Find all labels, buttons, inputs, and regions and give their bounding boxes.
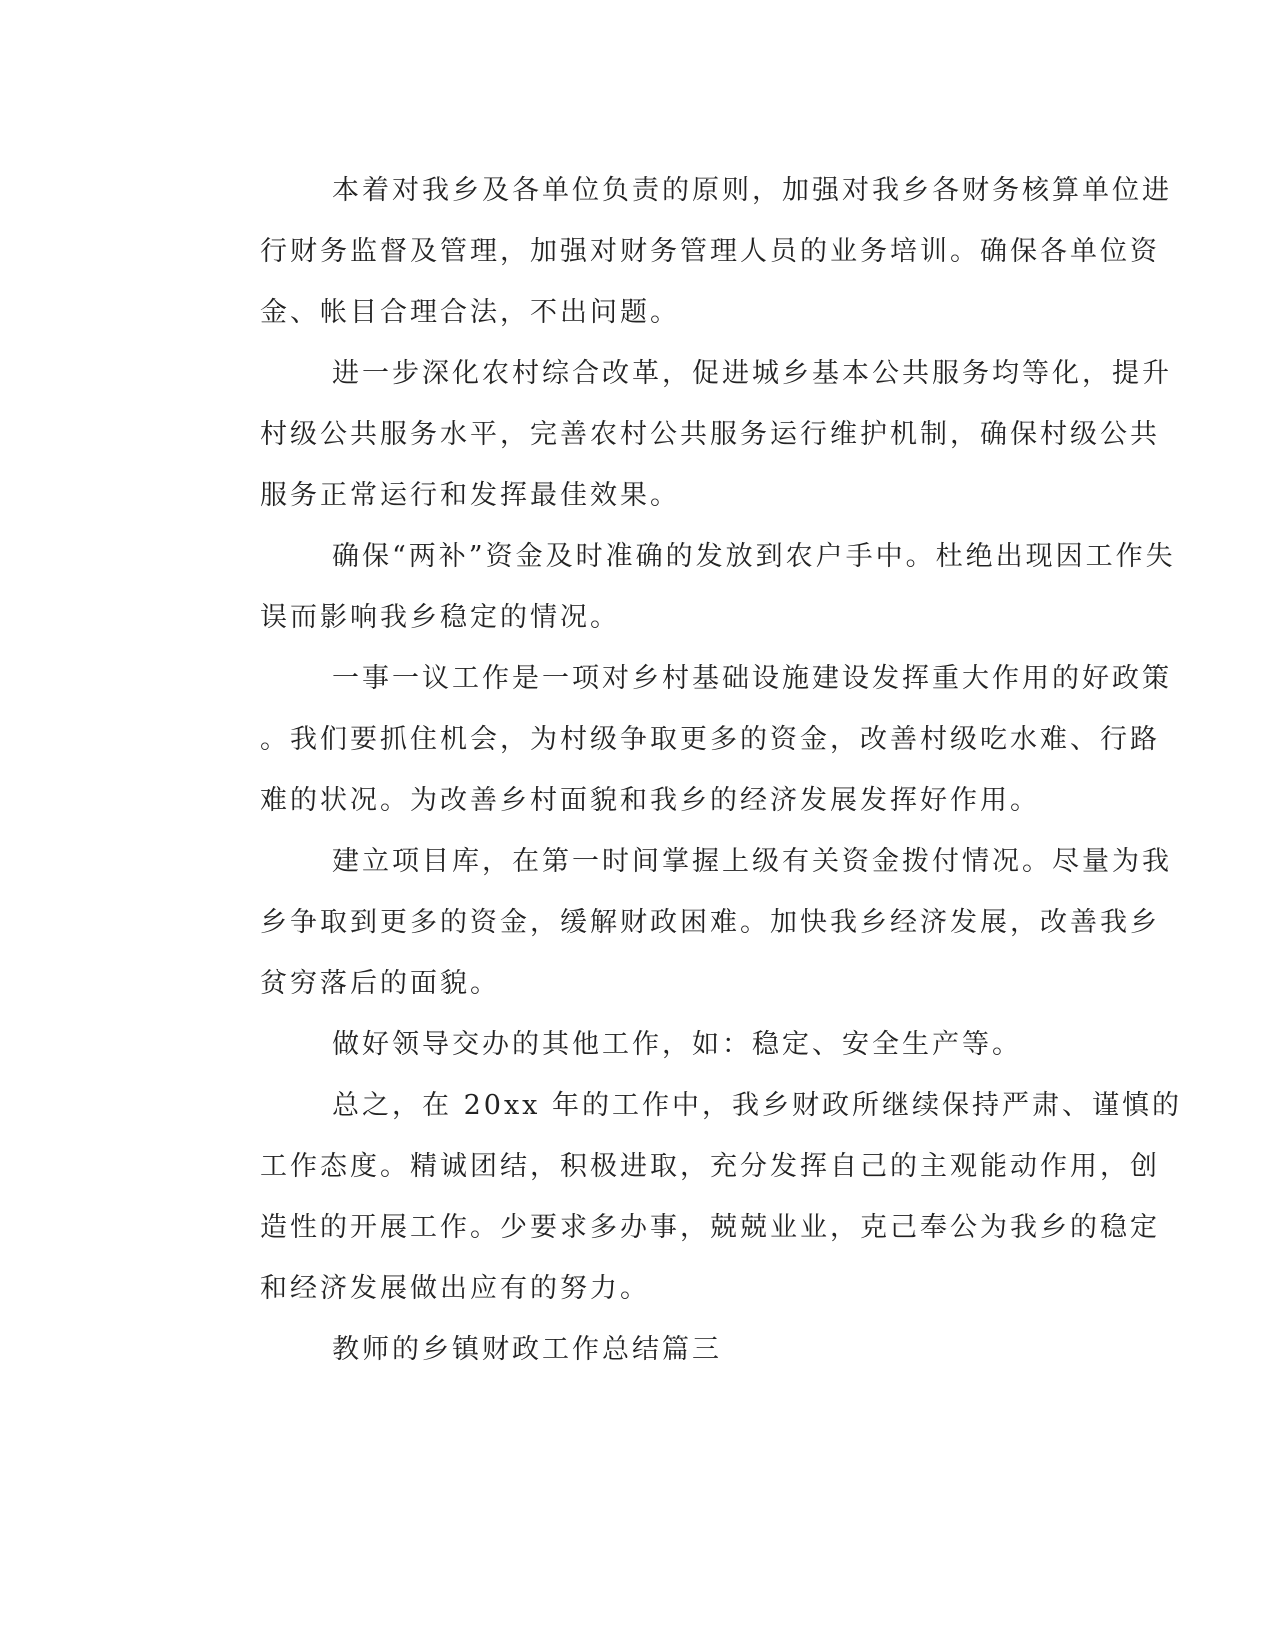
- paragraph-line: 总之，在 20xx 年的工作中，我乡财政所继续保持严肃、谨慎的: [332, 1090, 1182, 1121]
- paragraph-line: 。我们要抓住机会，为村级争取更多的资金，改善村级吃水难、行路: [260, 724, 1160, 755]
- paragraph-line: 建立项目库，在第一时间掌握上级有关资金拨付情况。尽量为我: [332, 846, 1172, 877]
- paragraph-subsidy-distribution: [188, 526, 1176, 648]
- paragraph-project-library: [188, 831, 1172, 1014]
- document-body: [188, 160, 1182, 1380]
- paragraph-line: 做好领导交办的其他工作，如：稳定、安全生产等。: [332, 1029, 1022, 1060]
- paragraph-line: 工作态度。精诚团结，积极进取，充分发挥自己的主观能动作用，创: [260, 1151, 1160, 1182]
- paragraph-line: 金、帐目合理合法，不出问题。: [260, 297, 680, 328]
- paragraph-line: 本着对我乡及各单位负责的原则，加强对我乡各财务核算单位进: [332, 175, 1172, 206]
- paragraph-line: 难的状况。为改善乡村面貌和我乡的经济发展发挥好作用。: [260, 785, 1040, 816]
- paragraph-line: 村级公共服务水平，完善农村公共服务运行维护机制，确保村级公共: [260, 419, 1160, 450]
- paragraph-line: 贫穷落后的面貌。: [260, 968, 500, 999]
- section-heading-text: 教师的乡镇财政工作总结篇三: [332, 1334, 722, 1365]
- paragraph-other-tasks: [188, 1014, 1088, 1075]
- paragraph-rural-reform: [188, 343, 1172, 526]
- paragraph-line: 进一步深化农村综合改革，促进城乡基本公共服务均等化，提升: [332, 358, 1172, 389]
- paragraph-finance-supervision: [188, 160, 1172, 343]
- paragraph-line: 一事一议工作是一项对乡村基础设施建设发挥重大作用的好政策: [332, 663, 1172, 694]
- paragraph-conclusion: [188, 1075, 1182, 1319]
- section-heading: [188, 1319, 1088, 1380]
- paragraph-line: 确保“两补”资金及时准确的发放到农户手中。杜绝出现因工作失: [332, 541, 1176, 572]
- paragraph-line: 乡争取到更多的资金，缓解财政困难。加快我乡经济发展，改善我乡: [260, 907, 1160, 938]
- paragraph-line: 误而影响我乡稳定的情况。: [260, 602, 620, 633]
- paragraph-line: 和经济发展做出应有的努力。: [260, 1273, 650, 1304]
- paragraph-one-matter-one-discussion: [188, 648, 1172, 831]
- paragraph-line: 服务正常运行和发挥最佳效果。: [260, 480, 680, 511]
- paragraph-line: 行财务监督及管理，加强对财务管理人员的业务培训。确保各单位资: [260, 236, 1160, 267]
- paragraph-line: 造性的开展工作。少要求多办事，兢兢业业，克己奉公为我乡的稳定: [260, 1212, 1160, 1243]
